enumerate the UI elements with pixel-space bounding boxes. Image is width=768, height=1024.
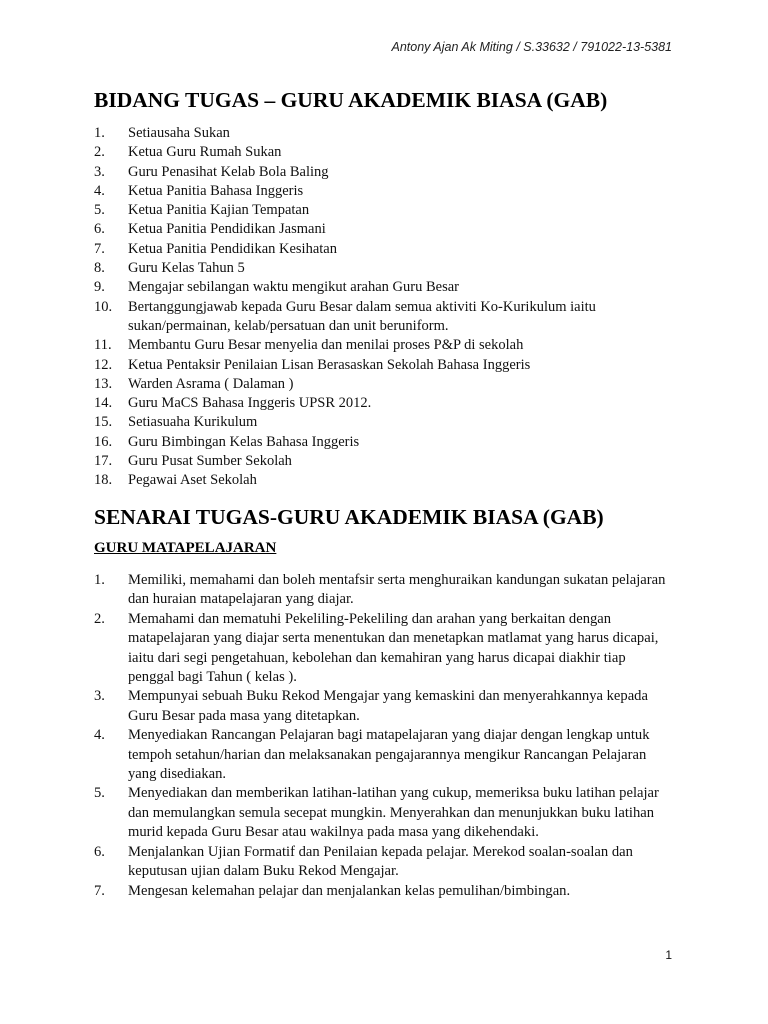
list-item-text: Bertanggungjawab kepada Guru Besar dalam semua aktiviti Ko-Kurikulum iaitu sukan/permainan, kelab/persatuan dan unit beruniform. bbox=[128, 298, 596, 334]
list-item bbox=[94, 182, 654, 201]
list-item-text: Setiausaha Sukan bbox=[128, 125, 230, 141]
list-item bbox=[94, 220, 654, 239]
list-item-text: Memahami dan mematuhi Pekeliling-Pekeliling dan arahan yang berkaitan dengan matapelajaran yang diajar serta menentukan dan menetapkan matlamat yang harus dicapai, iaitu dari segi pengetahuan, kebolehan dan kemahiran yang harus dicapai diakhir tiap penggal bagi Tahun ( kelas ). bbox=[128, 610, 659, 686]
list-item-text: Mengesan kelemahan pelajar dan menjalankan kelas pemulihan/bimbingan. bbox=[128, 882, 571, 899]
list-item-number: 9. bbox=[94, 279, 105, 296]
list-item bbox=[94, 784, 674, 842]
list-item-number: 8. bbox=[94, 260, 105, 277]
list-item-text: Guru MaCS Bahasa Inggeris UPSR 2012. bbox=[128, 395, 372, 412]
list-item bbox=[94, 259, 654, 278]
list-item bbox=[94, 610, 674, 688]
list-item bbox=[94, 298, 654, 337]
tasks-list bbox=[94, 571, 674, 901]
list-item-text: Ketua Guru Rumah Sukan bbox=[128, 144, 282, 161]
list-item-number: 1. bbox=[94, 125, 105, 141]
list-item bbox=[94, 278, 654, 297]
list-item bbox=[94, 356, 654, 375]
page-number: 1 bbox=[665, 948, 672, 962]
list-item bbox=[94, 471, 654, 490]
list-item-number: 7. bbox=[94, 882, 105, 899]
list-item-text: Ketua Panitia Bahasa Inggeris bbox=[128, 182, 304, 199]
list-item-number: 15. bbox=[94, 414, 113, 431]
section-title-bidang-tugas: BIDANG TUGAS – GURU AKADEMIK BIASA (GAB) bbox=[94, 88, 608, 112]
author-header: Antony Ajan Ak Miting / S.33632 / 791022-13-5381 bbox=[391, 40, 672, 54]
list-item-number: 2. bbox=[94, 610, 105, 627]
list-item-text: Warden Asrama ( Dalaman ) bbox=[128, 375, 294, 392]
list-item-number: 13. bbox=[94, 375, 113, 392]
list-item-number: 5. bbox=[94, 202, 105, 219]
list-item-number: 10. bbox=[94, 298, 113, 315]
list-item-text: Guru Penasihat Kelab Bola Baling bbox=[128, 163, 329, 180]
list-item-number: 12. bbox=[94, 356, 113, 373]
list-item bbox=[94, 201, 654, 220]
list-item-text: Menyediakan dan memberikan latihan-latihan yang cukup, memeriksa buku latihan pelajar dan memulangkan semula secepat mungkin. Menyerahkan dan menunjukkan buku latihan murid kepada Guru Besar atau wakilnya pada masa yang dikehendaki. bbox=[128, 785, 659, 841]
list-item-text: Guru Kelas Tahun 5 bbox=[128, 260, 245, 277]
list-item bbox=[94, 843, 674, 882]
list-item bbox=[94, 394, 654, 413]
list-item bbox=[94, 413, 654, 432]
list-item-text: Mengajar sebilangan waktu mengikut arahan Guru Besar bbox=[128, 279, 459, 296]
list-item bbox=[94, 726, 674, 784]
list-item bbox=[94, 336, 654, 355]
list-item-text: Memiliki, memahami dan boleh mentafsir serta menghuraikan kandungan sukatan pelajaran dan huraian matapelajaran yang diajar. bbox=[128, 572, 666, 608]
list-item-number: 16. bbox=[94, 433, 113, 450]
list-item bbox=[94, 687, 674, 726]
list-item-number: 6. bbox=[94, 843, 105, 860]
list-item-number: 17. bbox=[94, 453, 113, 470]
list-item-text: Guru Pusat Sumber Sekolah bbox=[128, 453, 292, 470]
subheading-guru-matapelajaran: GURU MATAPELAJARAN bbox=[94, 540, 277, 556]
list-item-number: 1. bbox=[94, 572, 105, 588]
list-item bbox=[94, 143, 654, 162]
list-item-text: Ketua Panitia Pendidikan Jasmani bbox=[128, 221, 326, 238]
list-item-number: 2. bbox=[94, 144, 105, 161]
list-item-text: Setiasuaha Kurikulum bbox=[128, 414, 258, 431]
list-item bbox=[94, 452, 654, 471]
list-item-text: Guru Bimbingan Kelas Bahasa Inggeris bbox=[128, 433, 360, 450]
list-item-number: 4. bbox=[94, 727, 105, 744]
list-item-number: 5. bbox=[94, 785, 105, 802]
list-item-text: Mempunyai sebuah Buku Rekod Mengajar yang kemaskini dan menyerahkannya kepada Guru Besar pada masa yang ditetapkan. bbox=[128, 688, 648, 724]
list-item bbox=[94, 433, 654, 452]
list-item bbox=[94, 375, 654, 394]
list-item-number: 3. bbox=[94, 163, 105, 180]
list-item-text: Ketua Panitia Pendidikan Kesihatan bbox=[128, 240, 337, 257]
list-item-number: 11. bbox=[94, 337, 112, 354]
list-item bbox=[94, 571, 674, 610]
list-item-number: 6. bbox=[94, 221, 105, 238]
list-item-text: Membantu Guru Besar menyelia dan menilai proses P&P di sekolah bbox=[128, 337, 524, 354]
list-item-text: Ketua Panitia Kajian Tempatan bbox=[128, 202, 310, 219]
list-item-number: 3. bbox=[94, 688, 105, 705]
list-item-text: Ketua Pentaksir Penilaian Lisan Berasaskan Sekolah Bahasa Inggeris bbox=[128, 356, 531, 373]
section-title-senarai-tugas: SENARAI TUGAS-GURU AKADEMIK BIASA (GAB) bbox=[94, 505, 604, 529]
list-item-number: 14. bbox=[94, 395, 113, 412]
list-item-number: 18. bbox=[94, 472, 113, 489]
list-item bbox=[94, 240, 654, 259]
list-item-text: Menyediakan Rancangan Pelajaran bagi matapelajaran yang diajar dengan lengkap untuk tempoh setahun/harian dan melaksanakan pengajarannya mengikur Rancangan Pelajaran yang disediakan. bbox=[128, 727, 650, 783]
duties-list bbox=[94, 124, 654, 491]
list-item-text: Menjalankan Ujian Formatif dan Penilaian kepada pelajar. Merekod soalan-soalan dan keputusan ujian dalam Buku Rekod Mengajar. bbox=[128, 843, 633, 880]
list-item bbox=[94, 882, 674, 901]
list-item bbox=[94, 124, 654, 143]
list-item bbox=[94, 163, 654, 182]
list-item-number: 4. bbox=[94, 182, 105, 199]
list-item-text: Pegawai Aset Sekolah bbox=[128, 472, 257, 489]
list-item-number: 7. bbox=[94, 240, 105, 257]
